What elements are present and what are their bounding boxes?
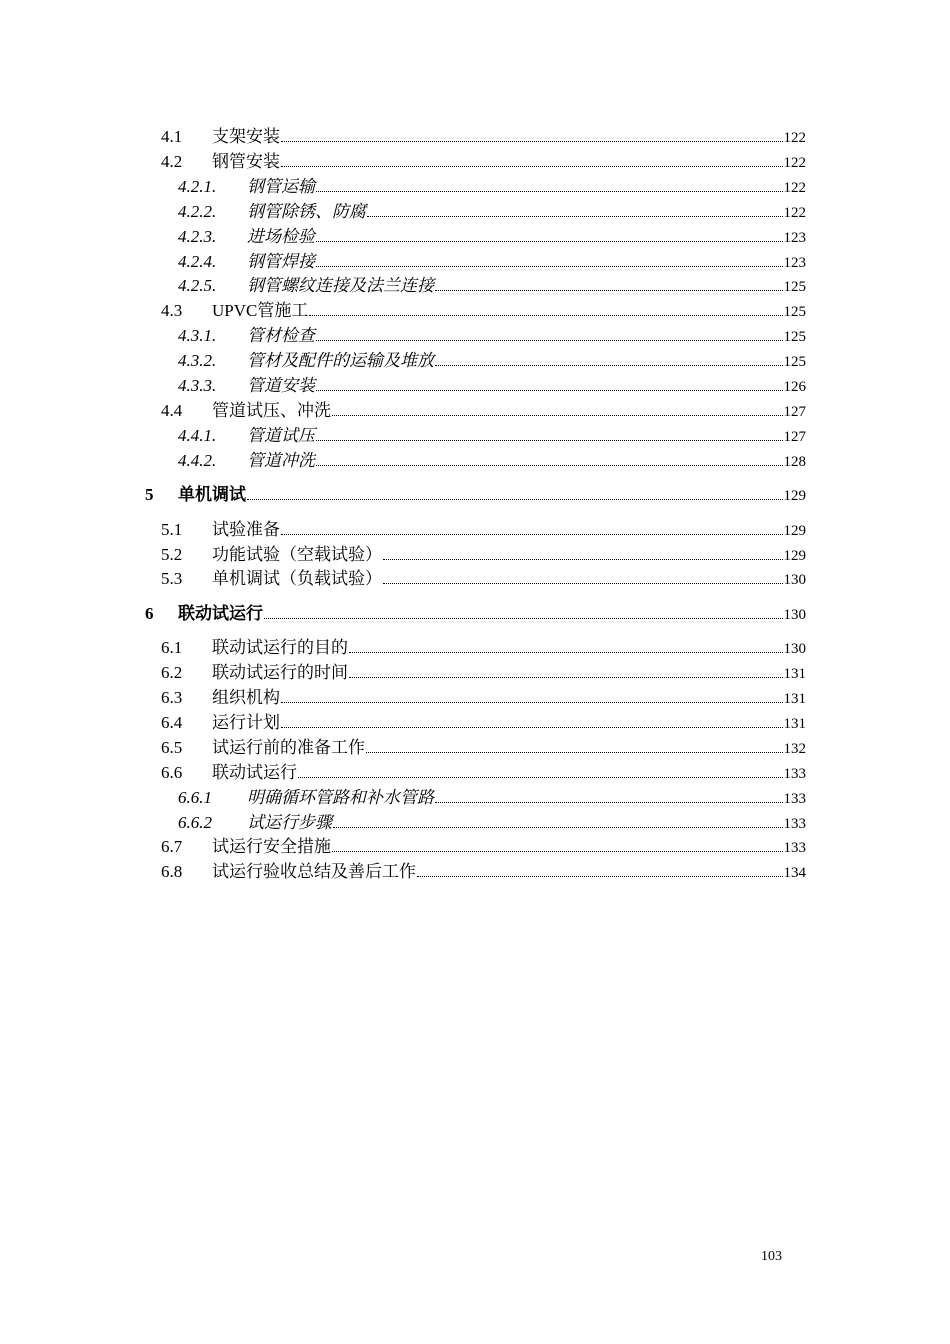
toc-entry[interactable]: [178, 251, 806, 273]
dot-leader: [281, 701, 783, 703]
toc-entry[interactable]: [178, 812, 806, 834]
toc-entry-page: 122: [783, 180, 806, 196]
toc-entry[interactable]: [161, 400, 806, 422]
toc-entry-title: 单机调试: [178, 485, 246, 504]
toc-entry-number: 4.3.3.: [178, 376, 217, 395]
toc-entry[interactable]: [161, 737, 806, 759]
toc-entry[interactable]: [178, 325, 806, 347]
toc-entry-title: 钢管运输: [247, 177, 315, 196]
toc-entry-page: 130: [783, 607, 806, 623]
toc-entry-number: 5.2: [161, 545, 183, 564]
toc-entry-number: 5.1: [161, 520, 183, 539]
dot-leader: [349, 651, 783, 653]
dot-leader: [316, 190, 783, 192]
toc-entry[interactable]: [161, 300, 806, 322]
toc-entry-title: 试运行验收总结及善后工作: [212, 862, 416, 881]
toc-entry-number: 4.3: [161, 301, 183, 320]
toc-entry[interactable]: [161, 544, 806, 566]
toc-entry-title: 组织机构: [212, 688, 280, 707]
toc-entry-title: 明确循环管路和补水管路: [247, 788, 434, 807]
dot-leader: [367, 215, 783, 217]
toc-entry-number: 6.1: [161, 638, 183, 657]
toc-entry[interactable]: [161, 836, 806, 858]
toc-entry-title: 钢管安装: [212, 152, 280, 171]
toc-entry-page: 130: [783, 572, 806, 588]
dot-leader: [316, 464, 783, 466]
toc-entry-page: 133: [783, 766, 806, 782]
toc-entry-number: 5.3: [161, 569, 183, 588]
toc-entry-title: 试验准备: [212, 520, 280, 539]
dot-leader: [281, 533, 783, 535]
toc-entry-number: 4.1: [161, 127, 183, 146]
toc-entry-number: 4.4: [161, 401, 183, 420]
dot-leader: [435, 364, 783, 366]
toc-entry[interactable]: [145, 603, 806, 625]
toc-entry[interactable]: [161, 151, 806, 173]
toc-entry-page: 129: [783, 548, 806, 564]
dot-leader: [383, 558, 783, 560]
toc-entry-page: 133: [783, 791, 806, 807]
toc-entry-page: 129: [783, 488, 806, 504]
toc-entry[interactable]: [178, 375, 806, 397]
toc-entry-page: 131: [783, 716, 806, 732]
toc-entry-page: 129: [783, 523, 806, 539]
page-number: 103: [761, 1249, 782, 1264]
toc-entry-number: 4.2.5.: [178, 276, 217, 295]
toc-entry[interactable]: [178, 275, 806, 297]
dot-leader: [316, 339, 783, 341]
toc-entry[interactable]: [161, 126, 806, 148]
toc-entry[interactable]: [161, 861, 806, 883]
toc-entry-title: 钢管焊接: [247, 252, 315, 271]
toc-entry-number: 4.4.2.: [178, 451, 217, 470]
toc-entry-number: 6.6.2: [178, 813, 212, 832]
toc-entry-page: 122: [783, 155, 806, 171]
toc-entry[interactable]: [161, 519, 806, 541]
toc-entry-number: 5: [145, 485, 154, 504]
dot-leader: [298, 776, 783, 778]
toc-entry[interactable]: [161, 687, 806, 709]
toc-entry-number: 4.4.1.: [178, 426, 217, 445]
toc-entry-number: 6.6: [161, 763, 183, 782]
toc-entry-page: 133: [783, 840, 806, 856]
toc-entry-page: 134: [783, 865, 806, 881]
toc-entry[interactable]: [178, 425, 806, 447]
dot-leader: [309, 314, 782, 316]
toc-entry[interactable]: [161, 712, 806, 734]
toc-entry-number: 6.3: [161, 688, 183, 707]
toc-entry-page: 125: [783, 279, 806, 295]
toc-entry-page: 127: [783, 404, 806, 420]
dot-leader: [281, 140, 783, 142]
toc-entry-page: 125: [783, 329, 806, 345]
toc-entry-title: 支架安装: [212, 127, 280, 146]
toc-entry-title: 试运行步骤: [247, 813, 332, 832]
toc-entry[interactable]: [178, 787, 806, 809]
toc-entry-page: 131: [783, 691, 806, 707]
toc-entry-title: 管道冲洗: [247, 451, 315, 470]
dot-leader: [435, 289, 783, 291]
toc-entry-title: 联动试运行: [178, 604, 263, 623]
toc-entry[interactable]: [161, 762, 806, 784]
dot-leader: [332, 850, 783, 852]
toc-entry-title: 运行计划: [212, 713, 280, 732]
toc-entry-page: 122: [783, 130, 806, 146]
toc-entry-title: UPVC管施工: [212, 301, 309, 320]
toc-entry-title: 联动试运行的目的: [212, 638, 348, 657]
toc-entry-number: 4.2.3.: [178, 227, 217, 246]
toc-entry-title: 试运行安全措施: [212, 837, 331, 856]
toc-entry-page: 125: [783, 354, 806, 370]
toc-entry-title: 功能试验（空载试验）: [212, 545, 382, 564]
toc-entry[interactable]: [161, 662, 806, 684]
toc-entry-page: 127: [783, 429, 806, 445]
toc-entry-page: 122: [783, 205, 806, 221]
toc-entry-title: 联动试运行: [212, 763, 297, 782]
toc-entry[interactable]: [145, 484, 806, 506]
toc-entry[interactable]: [178, 450, 806, 472]
toc-entry-number: 6.2: [161, 663, 183, 682]
toc-entry[interactable]: [178, 201, 806, 223]
toc-entry-page: 133: [783, 816, 806, 832]
dot-leader: [349, 676, 783, 678]
toc-entry-page: 132: [783, 741, 806, 757]
toc-entry-title: 联动试运行的时间: [212, 663, 348, 682]
toc-entry-number: 6.7: [161, 837, 183, 856]
toc-entry-page: 123: [783, 255, 806, 271]
dot-leader: [333, 826, 783, 828]
toc-entry-page: 130: [783, 641, 806, 657]
toc-entry-number: 6.8: [161, 862, 183, 881]
toc-entry-number: 4.3.2.: [178, 351, 217, 370]
dot-leader: [417, 875, 783, 877]
toc-entry-number: 4.3.1.: [178, 326, 217, 345]
toc-entry-page: 123: [783, 230, 806, 246]
toc-entry-title: 试运行前的准备工作: [212, 738, 365, 757]
toc-entry[interactable]: [178, 176, 806, 198]
toc-entry-number: 4.2: [161, 152, 183, 171]
dot-leader: [366, 751, 783, 753]
toc-entry-page: 131: [783, 666, 806, 682]
toc-entry-title: 钢管螺纹连接及法兰连接: [247, 276, 434, 295]
toc-entry[interactable]: [161, 637, 806, 659]
dot-leader: [316, 439, 783, 441]
dot-leader: [316, 265, 783, 267]
toc-entry-page: 126: [783, 379, 806, 395]
toc-entry-title: 钢管除锈、防腐: [247, 202, 366, 221]
toc-entry-title: 管材检查: [247, 326, 315, 345]
toc-entry-number: 4.2.4.: [178, 252, 217, 271]
dot-leader: [332, 414, 783, 416]
toc-entry-title: 管道试压、冲洗: [212, 401, 331, 420]
toc-entry[interactable]: [178, 226, 806, 248]
dot-leader: [281, 165, 783, 167]
dot-leader: [316, 389, 783, 391]
toc-entry[interactable]: [161, 568, 806, 590]
toc-entry-page: 128: [783, 454, 806, 470]
toc-entry-title: 管道试压: [247, 426, 315, 445]
toc-entry-title: 管道安装: [247, 376, 315, 395]
toc-entry[interactable]: [178, 350, 806, 372]
toc-entry-number: 6.5: [161, 738, 183, 757]
toc-entry-page: 125: [783, 304, 806, 320]
dot-leader: [435, 801, 783, 803]
toc-entry-number: 6: [145, 604, 154, 623]
dot-leader: [316, 240, 783, 242]
toc-entry-number: 6.6.1: [178, 788, 212, 807]
toc-entry-number: 4.2.2.: [178, 202, 217, 221]
toc-entry-number: 6.4: [161, 713, 183, 732]
dot-leader: [281, 726, 783, 728]
dot-leader: [383, 582, 783, 584]
toc-entry-number: 4.2.1.: [178, 177, 217, 196]
toc-entry-title: 单机调试（负载试验）: [212, 569, 382, 588]
dot-leader: [247, 498, 783, 500]
toc-entry-title: 进场检验: [247, 227, 315, 246]
dot-leader: [264, 617, 783, 619]
toc-entry-title: 管材及配件的运输及堆放: [247, 351, 434, 370]
